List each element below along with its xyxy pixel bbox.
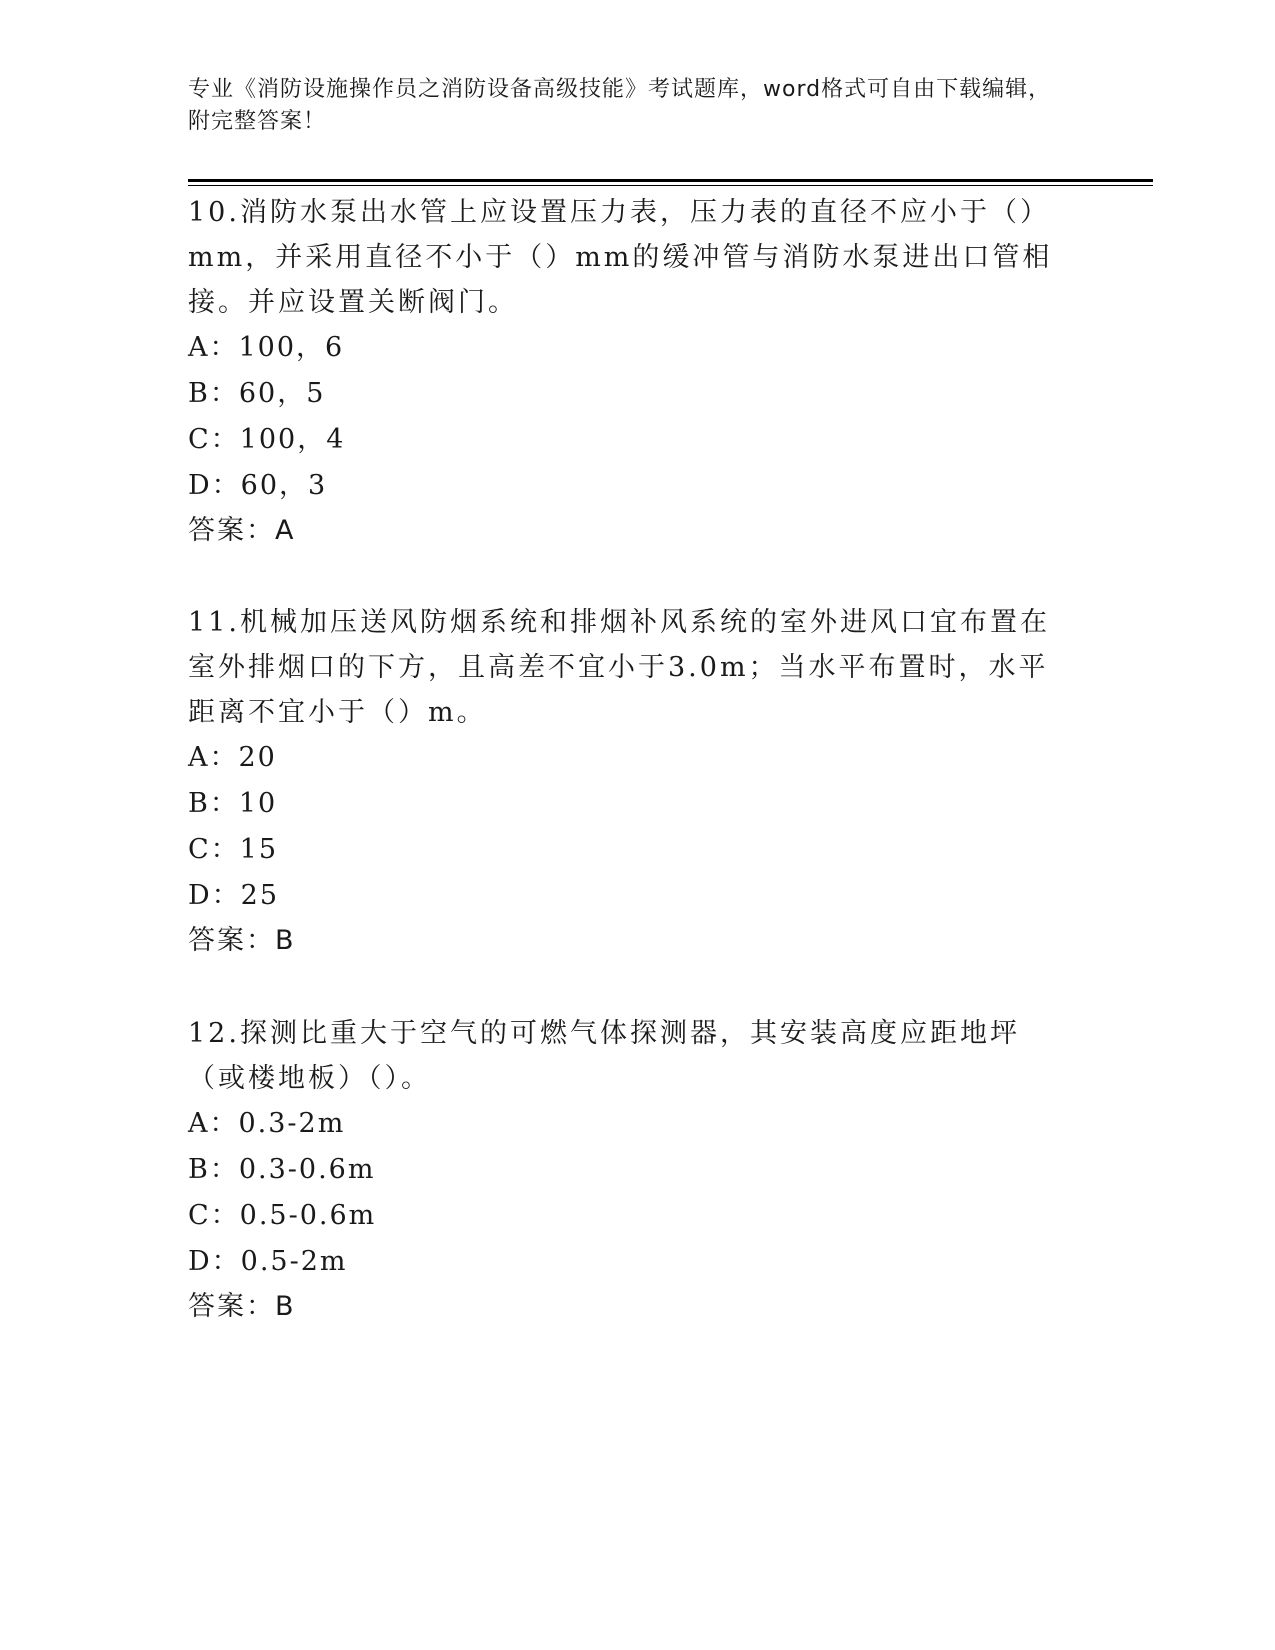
option-b: B：60，5: [188, 378, 326, 409]
answer-line: 答案：A: [188, 515, 296, 546]
question-stem: 11.机械加压送风防烟系统和排烟补风系统的室外进风口宜布置在室外排烟口的下方，且高差不宜小于3.0m；当水平布置时，水平距离不宜小于（）m。: [188, 607, 1050, 728]
option-b: B：10: [188, 788, 278, 819]
option-c: C：0.5-0.6m: [188, 1200, 377, 1231]
option-a: A：100，6: [188, 332, 345, 363]
option-c: C：15: [188, 834, 279, 865]
question-11: [188, 600, 1078, 963]
question-stem: 10.消防水泵出水管上应设置压力表，压力表的直径不应小于（）mm，并采用直径不小于（）mm的缓冲管与消防水泵进出口管相接。并应设置关断阀门。: [188, 197, 1053, 318]
question-stem: 12.探测比重大于空气的可燃气体探测器，其安装高度应距地坪（或楼地板）（）。: [188, 1018, 1020, 1094]
option-c: C：100，4: [188, 424, 346, 455]
document-header: 专业《消防设施操作员之消防设备高级技能》考试题库，word格式可自由下载编辑，附完整答案！: [188, 77, 1052, 134]
header-divider-thick: [188, 179, 1153, 182]
option-d: D：60，3: [188, 470, 328, 501]
option-b: B：0.3-0.6m: [188, 1154, 376, 1185]
option-d: D：0.5-2m: [188, 1246, 348, 1277]
answer-line: 答案：B: [188, 925, 296, 956]
answer-line: 答案：B: [188, 1291, 296, 1322]
header-divider-thin: [188, 185, 1153, 186]
question-12: [188, 1011, 1078, 1329]
question-10: [188, 190, 1078, 553]
option-d: D：25: [188, 880, 280, 911]
option-a: A：20: [188, 742, 277, 773]
option-a: A：0.3-2m: [188, 1108, 346, 1139]
